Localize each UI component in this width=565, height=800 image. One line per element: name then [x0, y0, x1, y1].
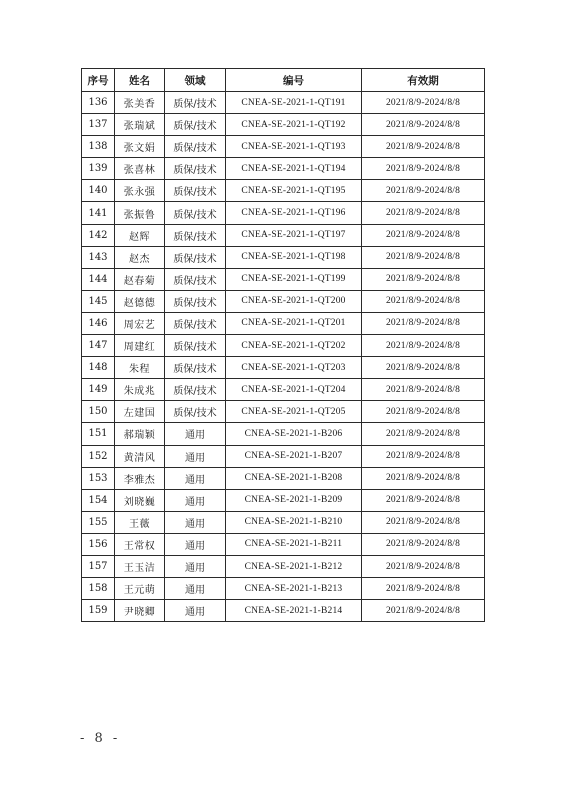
- table-row: [82, 489, 485, 511]
- cell-field: 质保/技术: [165, 335, 226, 357]
- cell-valid: 2021/8/9-2024/8/8: [362, 312, 485, 334]
- cell-field: 质保/技术: [165, 312, 226, 334]
- cell-field: 质保/技术: [165, 136, 226, 158]
- cell-field: 通用: [165, 533, 226, 555]
- cell-field: 质保/技术: [165, 401, 226, 423]
- cell-index: 148: [82, 357, 115, 379]
- cell-valid: 2021/8/9-2024/8/8: [362, 158, 485, 180]
- cell-field: 通用: [165, 467, 226, 489]
- cell-valid: 2021/8/9-2024/8/8: [362, 445, 485, 467]
- cell-valid: 2021/8/9-2024/8/8: [362, 268, 485, 290]
- cell-code: CNEA-SE-2021-1-B206: [226, 423, 362, 445]
- cell-valid: 2021/8/9-2024/8/8: [362, 114, 485, 136]
- cell-valid: 2021/8/9-2024/8/8: [362, 401, 485, 423]
- cell-valid: 2021/8/9-2024/8/8: [362, 600, 485, 622]
- cell-index: 149: [82, 379, 115, 401]
- table-row: [82, 555, 485, 577]
- cell-index: 145: [82, 290, 115, 312]
- cell-name: 朱程: [115, 357, 165, 379]
- cell-code: CNEA-SE-2021-1-B212: [226, 555, 362, 577]
- cell-field: 质保/技术: [165, 290, 226, 312]
- cell-index: 146: [82, 312, 115, 334]
- cell-field: 质保/技术: [165, 224, 226, 246]
- cell-name: 李雅杰: [115, 467, 165, 489]
- cell-valid: 2021/8/9-2024/8/8: [362, 92, 485, 114]
- cell-index: 150: [82, 401, 115, 423]
- cell-code: CNEA-SE-2021-1-QT196: [226, 202, 362, 224]
- column-header-field: 领域: [165, 69, 226, 92]
- cell-index: 151: [82, 423, 115, 445]
- cell-code: CNEA-SE-2021-1-QT199: [226, 268, 362, 290]
- cell-valid: 2021/8/9-2024/8/8: [362, 246, 485, 268]
- cell-name: 朱成兆: [115, 379, 165, 401]
- cell-field: 质保/技术: [165, 357, 226, 379]
- cell-field: 质保/技术: [165, 268, 226, 290]
- cell-code: CNEA-SE-2021-1-QT195: [226, 180, 362, 202]
- cell-code: CNEA-SE-2021-1-B213: [226, 578, 362, 600]
- cell-code: CNEA-SE-2021-1-QT193: [226, 136, 362, 158]
- cell-index: 154: [82, 489, 115, 511]
- cell-name: 赵辉: [115, 224, 165, 246]
- cell-index: 158: [82, 578, 115, 600]
- table-row: [82, 357, 485, 379]
- cell-code: CNEA-SE-2021-1-B209: [226, 489, 362, 511]
- cell-code: CNEA-SE-2021-1-B208: [226, 467, 362, 489]
- cell-name: 张瑞斌: [115, 114, 165, 136]
- page-number: - 8 -: [80, 731, 121, 746]
- cell-valid: 2021/8/9-2024/8/8: [362, 533, 485, 555]
- cell-index: 143: [82, 246, 115, 268]
- cell-index: 147: [82, 335, 115, 357]
- cell-index: 137: [82, 114, 115, 136]
- cell-valid: 2021/8/9-2024/8/8: [362, 290, 485, 312]
- table-row: [82, 423, 485, 445]
- cell-index: 155: [82, 511, 115, 533]
- cell-code: CNEA-SE-2021-1-QT205: [226, 401, 362, 423]
- cell-name: 王元萌: [115, 578, 165, 600]
- table-row: [82, 114, 485, 136]
- cell-code: CNEA-SE-2021-1-QT191: [226, 92, 362, 114]
- cell-valid: 2021/8/9-2024/8/8: [362, 202, 485, 224]
- table-row: [82, 467, 485, 489]
- table-row: [82, 180, 485, 202]
- cell-field: 质保/技术: [165, 202, 226, 224]
- cell-index: 153: [82, 467, 115, 489]
- cell-field: 质保/技术: [165, 92, 226, 114]
- cell-code: CNEA-SE-2021-1-B214: [226, 600, 362, 622]
- column-header-valid: 有效期: [362, 69, 485, 92]
- table-row: [82, 136, 485, 158]
- cell-valid: 2021/8/9-2024/8/8: [362, 335, 485, 357]
- cell-name: 郝瑞颖: [115, 423, 165, 445]
- cell-field: 通用: [165, 489, 226, 511]
- cell-valid: 2021/8/9-2024/8/8: [362, 511, 485, 533]
- cell-field: 质保/技术: [165, 180, 226, 202]
- table-row: [82, 600, 485, 622]
- cell-field: 通用: [165, 578, 226, 600]
- cell-index: 138: [82, 136, 115, 158]
- cell-name: 尹晓卿: [115, 600, 165, 622]
- table-row: [82, 202, 485, 224]
- cell-field: 通用: [165, 445, 226, 467]
- cell-field: 通用: [165, 555, 226, 577]
- cell-field: 质保/技术: [165, 379, 226, 401]
- cell-index: 152: [82, 445, 115, 467]
- table-row: [82, 401, 485, 423]
- cell-name: 王常权: [115, 533, 165, 555]
- cell-valid: 2021/8/9-2024/8/8: [362, 467, 485, 489]
- cell-index: 140: [82, 180, 115, 202]
- cell-name: 赵德德: [115, 290, 165, 312]
- table-row: [82, 511, 485, 533]
- cell-index: 144: [82, 268, 115, 290]
- table-row: [82, 335, 485, 357]
- table-row: [82, 290, 485, 312]
- cell-name: 王玉洁: [115, 555, 165, 577]
- table-row: [82, 92, 485, 114]
- cell-name: 周宏艺: [115, 312, 165, 334]
- cell-code: CNEA-SE-2021-1-QT194: [226, 158, 362, 180]
- cell-valid: 2021/8/9-2024/8/8: [362, 136, 485, 158]
- personnel-table: [81, 68, 485, 622]
- cell-index: 157: [82, 555, 115, 577]
- cell-code: CNEA-SE-2021-1-QT198: [226, 246, 362, 268]
- cell-code: CNEA-SE-2021-1-B211: [226, 533, 362, 555]
- cell-code: CNEA-SE-2021-1-QT200: [226, 290, 362, 312]
- cell-index: 139: [82, 158, 115, 180]
- cell-name: 赵杰: [115, 246, 165, 268]
- cell-valid: 2021/8/9-2024/8/8: [362, 180, 485, 202]
- cell-name: 赵春菊: [115, 268, 165, 290]
- table-row: [82, 312, 485, 334]
- cell-field: 通用: [165, 511, 226, 533]
- table-row: [82, 578, 485, 600]
- cell-code: CNEA-SE-2021-1-QT192: [226, 114, 362, 136]
- table-row: [82, 268, 485, 290]
- cell-valid: 2021/8/9-2024/8/8: [362, 489, 485, 511]
- table-row: [82, 379, 485, 401]
- cell-field: 质保/技术: [165, 114, 226, 136]
- cell-name: 周建红: [115, 335, 165, 357]
- cell-name: 张振鲁: [115, 202, 165, 224]
- cell-code: CNEA-SE-2021-1-QT201: [226, 312, 362, 334]
- cell-name: 张喜林: [115, 158, 165, 180]
- cell-field: 通用: [165, 423, 226, 445]
- column-header-code: 编号: [226, 69, 362, 92]
- table-row: [82, 158, 485, 180]
- cell-valid: 2021/8/9-2024/8/8: [362, 555, 485, 577]
- cell-index: 136: [82, 92, 115, 114]
- cell-valid: 2021/8/9-2024/8/8: [362, 224, 485, 246]
- table-row: [82, 246, 485, 268]
- cell-field: 质保/技术: [165, 158, 226, 180]
- cell-name: 刘晓巍: [115, 489, 165, 511]
- cell-index: 159: [82, 600, 115, 622]
- cell-valid: 2021/8/9-2024/8/8: [362, 423, 485, 445]
- cell-valid: 2021/8/9-2024/8/8: [362, 357, 485, 379]
- cell-valid: 2021/8/9-2024/8/8: [362, 578, 485, 600]
- cell-code: CNEA-SE-2021-1-QT204: [226, 379, 362, 401]
- cell-name: 张美香: [115, 92, 165, 114]
- cell-field: 质保/技术: [165, 246, 226, 268]
- cell-code: CNEA-SE-2021-1-QT202: [226, 335, 362, 357]
- cell-code: CNEA-SE-2021-1-B210: [226, 511, 362, 533]
- column-header-index: 序号: [82, 69, 115, 92]
- table-row: [82, 445, 485, 467]
- table-row: [82, 533, 485, 555]
- cell-index: 142: [82, 224, 115, 246]
- table-body: [82, 92, 485, 622]
- cell-name: 王薇: [115, 511, 165, 533]
- cell-index: 141: [82, 202, 115, 224]
- cell-code: CNEA-SE-2021-1-QT203: [226, 357, 362, 379]
- cell-index: 156: [82, 533, 115, 555]
- cell-valid: 2021/8/9-2024/8/8: [362, 379, 485, 401]
- cell-code: CNEA-SE-2021-1-B207: [226, 445, 362, 467]
- cell-name: 张文娟: [115, 136, 165, 158]
- cell-name: 黄清风: [115, 445, 165, 467]
- table-row: [82, 224, 485, 246]
- cell-name: 张永强: [115, 180, 165, 202]
- column-header-name: 姓名: [115, 69, 165, 92]
- cell-field: 通用: [165, 600, 226, 622]
- cell-name: 左建国: [115, 401, 165, 423]
- cell-code: CNEA-SE-2021-1-QT197: [226, 224, 362, 246]
- table-header-row: [82, 69, 485, 92]
